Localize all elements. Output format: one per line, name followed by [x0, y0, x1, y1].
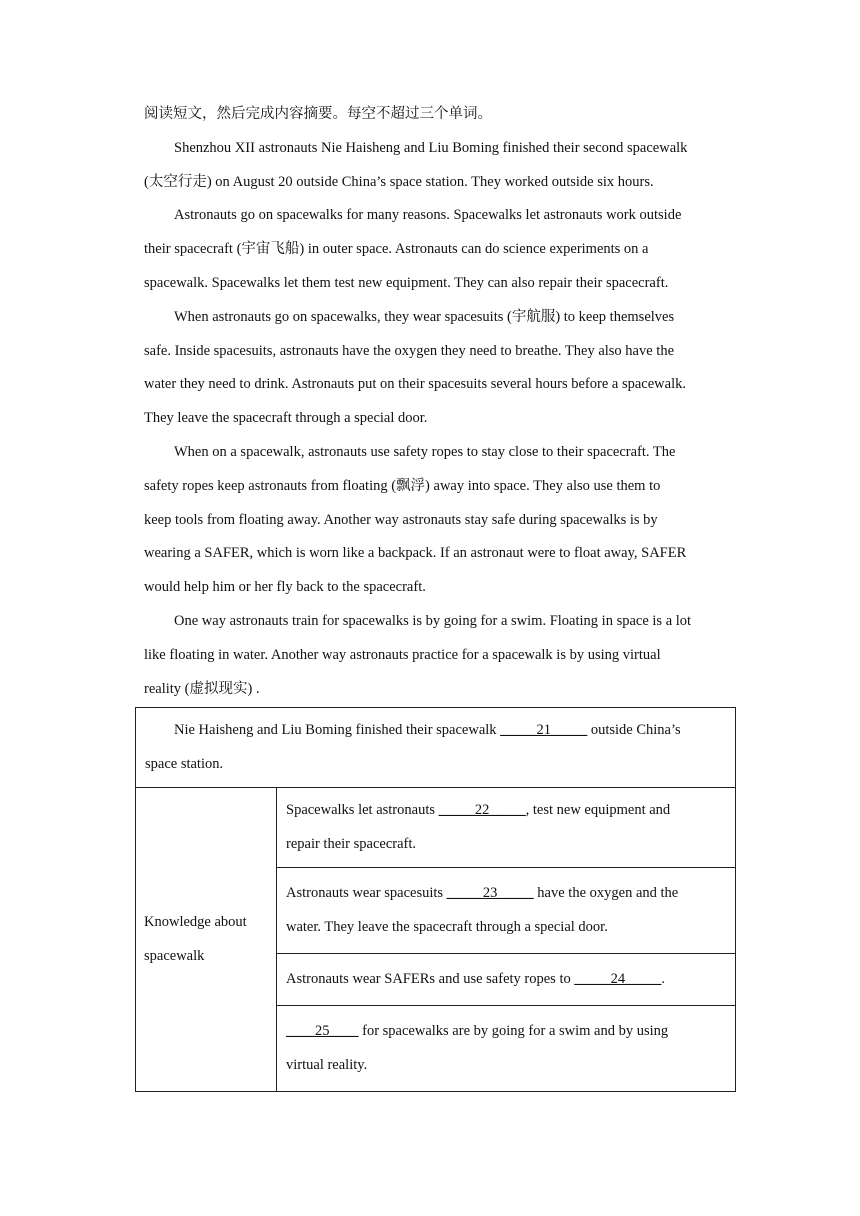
text-span: spacewalk [144, 947, 205, 964]
passage-line: Astronauts go on spacewalks for many reasons. Spacewalks let astronauts work outside [174, 207, 682, 224]
text-span: Spacewalks let astronauts [286, 801, 439, 818]
reading-passage [144, 98, 724, 706]
text-span: Knowledge about [144, 913, 247, 930]
cell-text [136, 714, 735, 781]
blank-22[interactable]: _____22_____ [438, 801, 526, 818]
text-span: . [661, 970, 665, 987]
cell-text [277, 1015, 735, 1082]
passage-line: water they need to drink. Astronauts put on their spacesuits several hours before a spacewalk. [144, 376, 686, 393]
summary-row [136, 788, 736, 868]
instruction: 阅读短文，然后完成内容摘要。每空不超过三个单词。 [144, 106, 492, 122]
cell-text [277, 794, 735, 861]
passage-line: keep tools from floating away. Another way astronauts stay safe during spacewalks is by [144, 511, 658, 528]
passage-line: safe. Inside spacesuits, astronauts have the oxygen they need to breathe. They also have the [144, 342, 675, 359]
text-span: outside China’s [587, 721, 681, 738]
passage-line: When on a spacewalk, astronauts use safety ropes to stay close to their spacecraft. The [174, 443, 676, 460]
passage-line: When astronauts go on spacewalks, they wear spacesuits (宇航服) to keep themselves [174, 308, 675, 325]
cell-text [277, 963, 735, 997]
text-span: Nie Haisheng and Liu Boming finished their spacewalk [174, 721, 501, 738]
text-span: for spacewalks are by going for a swim and by using [358, 1022, 669, 1039]
passage-line: They leave the spacecraft through a special door. [144, 410, 428, 427]
passage-line: (太空行走) on August 20 outside China’s space station. They worked outside six hours. [144, 173, 654, 190]
summary-cell [277, 1006, 736, 1092]
knowledge-label-cell [136, 788, 277, 1092]
text-span: , test new equipment and [525, 801, 671, 818]
cell-text [136, 906, 276, 973]
text-span: Astronauts wear spacesuits [286, 884, 447, 901]
passage-line: wearing a SAFER, which is worn like a backpack. If an astronaut were to float away, SAFER [144, 545, 687, 562]
text-span: have the oxygen and the [533, 884, 679, 901]
summary-cell [277, 788, 736, 868]
cell-text [277, 877, 735, 944]
passage-line: reality (虚拟现实) . [144, 680, 260, 697]
summary-cell [136, 708, 736, 788]
text-span: water. They leave the spacecraft through a special door. [286, 918, 608, 935]
passage-line: One way astronauts train for spacewalks is by going for a swim. Floating in space is a lot [174, 612, 692, 629]
summary-table [135, 707, 736, 1092]
blank-25[interactable]: ____25____ [286, 1022, 359, 1039]
text-span: repair their spacecraft. [286, 835, 417, 852]
summary-cell [277, 954, 736, 1006]
blank-24[interactable]: _____24_____ [574, 970, 662, 987]
blank-21[interactable]: _____21_____ [500, 721, 588, 738]
summary-row [136, 708, 736, 788]
passage-line: would help him or her fly back to the spacecraft. [144, 579, 426, 596]
passage-line: Shenzhou XII astronauts Nie Haisheng and Liu Boming finished their second spacewalk [174, 139, 688, 156]
text-span: Astronauts wear SAFERs and use safety ropes to [286, 970, 575, 987]
summary-cell [277, 868, 736, 954]
passage-line: safety ropes keep astronauts from floating (飘浮) away into space. They also use them to [144, 477, 661, 494]
text-span: space station. [145, 755, 224, 772]
text-span: virtual reality. [286, 1056, 368, 1073]
passage-line: spacewalk. Spacewalks let them test new equipment. They can also repair their spacecraft. [144, 274, 669, 291]
blank-23[interactable]: _____23_____ [446, 884, 534, 901]
passage-line: like floating in water. Another way astronauts practice for a spacewalk is by using virtual [144, 646, 661, 663]
passage-line: their spacecraft (宇宙飞船) in outer space. Astronauts can do science experiments on a [144, 241, 649, 258]
